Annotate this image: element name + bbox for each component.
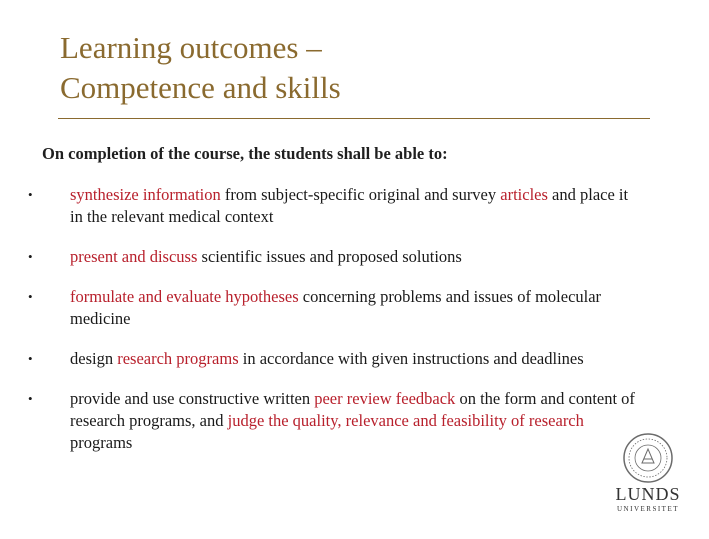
logo-name: LUNDS <box>615 484 681 504</box>
bullet-icon: • <box>28 351 33 366</box>
highlighted-text: synthesize information <box>70 185 221 204</box>
outcome-item <box>28 184 638 228</box>
outcome-item <box>28 388 638 454</box>
bullet-icon: • <box>28 289 33 304</box>
university-logo <box>612 432 684 514</box>
slide-title <box>60 28 341 108</box>
highlighted-text: present and discuss <box>70 247 198 266</box>
logo-subtitle: UNIVERSITET <box>617 505 679 513</box>
outcome-item <box>28 246 638 268</box>
outcome-text: programs <box>70 433 133 452</box>
outcome-text: from subject-specific original and survey <box>220 185 501 204</box>
outcome-text: and place it in the relevant medical context <box>70 185 629 226</box>
outcome-item <box>28 286 638 330</box>
outcome-text: concerning problems and issues of molecular medicine <box>70 287 602 328</box>
title-line-2: Competence and skills <box>60 70 341 105</box>
intro-text: On completion of the course, the students shall be able to: <box>42 144 448 163</box>
highlighted-text: judge the quality, relevance and feasibility of research <box>227 411 584 430</box>
university-seal-icon <box>622 432 674 484</box>
outcome-item <box>28 348 638 370</box>
bullet-icon: • <box>28 187 33 202</box>
highlighted-text: articles <box>500 185 548 204</box>
bullet-icon: • <box>28 249 33 264</box>
outcome-text: scientific issues and proposed solutions <box>197 247 462 266</box>
title-line-1: Learning outcomes – <box>60 30 322 65</box>
title-divider <box>58 118 650 119</box>
outcome-list <box>28 184 638 454</box>
bullet-icon: • <box>28 391 33 406</box>
outcome-text: on the form and content of research programs, and <box>70 389 635 430</box>
outcome-text: in accordance with given instructions and deadlines <box>238 349 584 368</box>
highlighted-text: formulate and evaluate hypotheses <box>70 287 299 306</box>
highlighted-text: research programs <box>117 349 239 368</box>
outcome-text: provide and use constructive written <box>70 389 315 408</box>
highlighted-text: peer review feedback <box>314 389 456 408</box>
outcome-text: design <box>70 349 118 368</box>
